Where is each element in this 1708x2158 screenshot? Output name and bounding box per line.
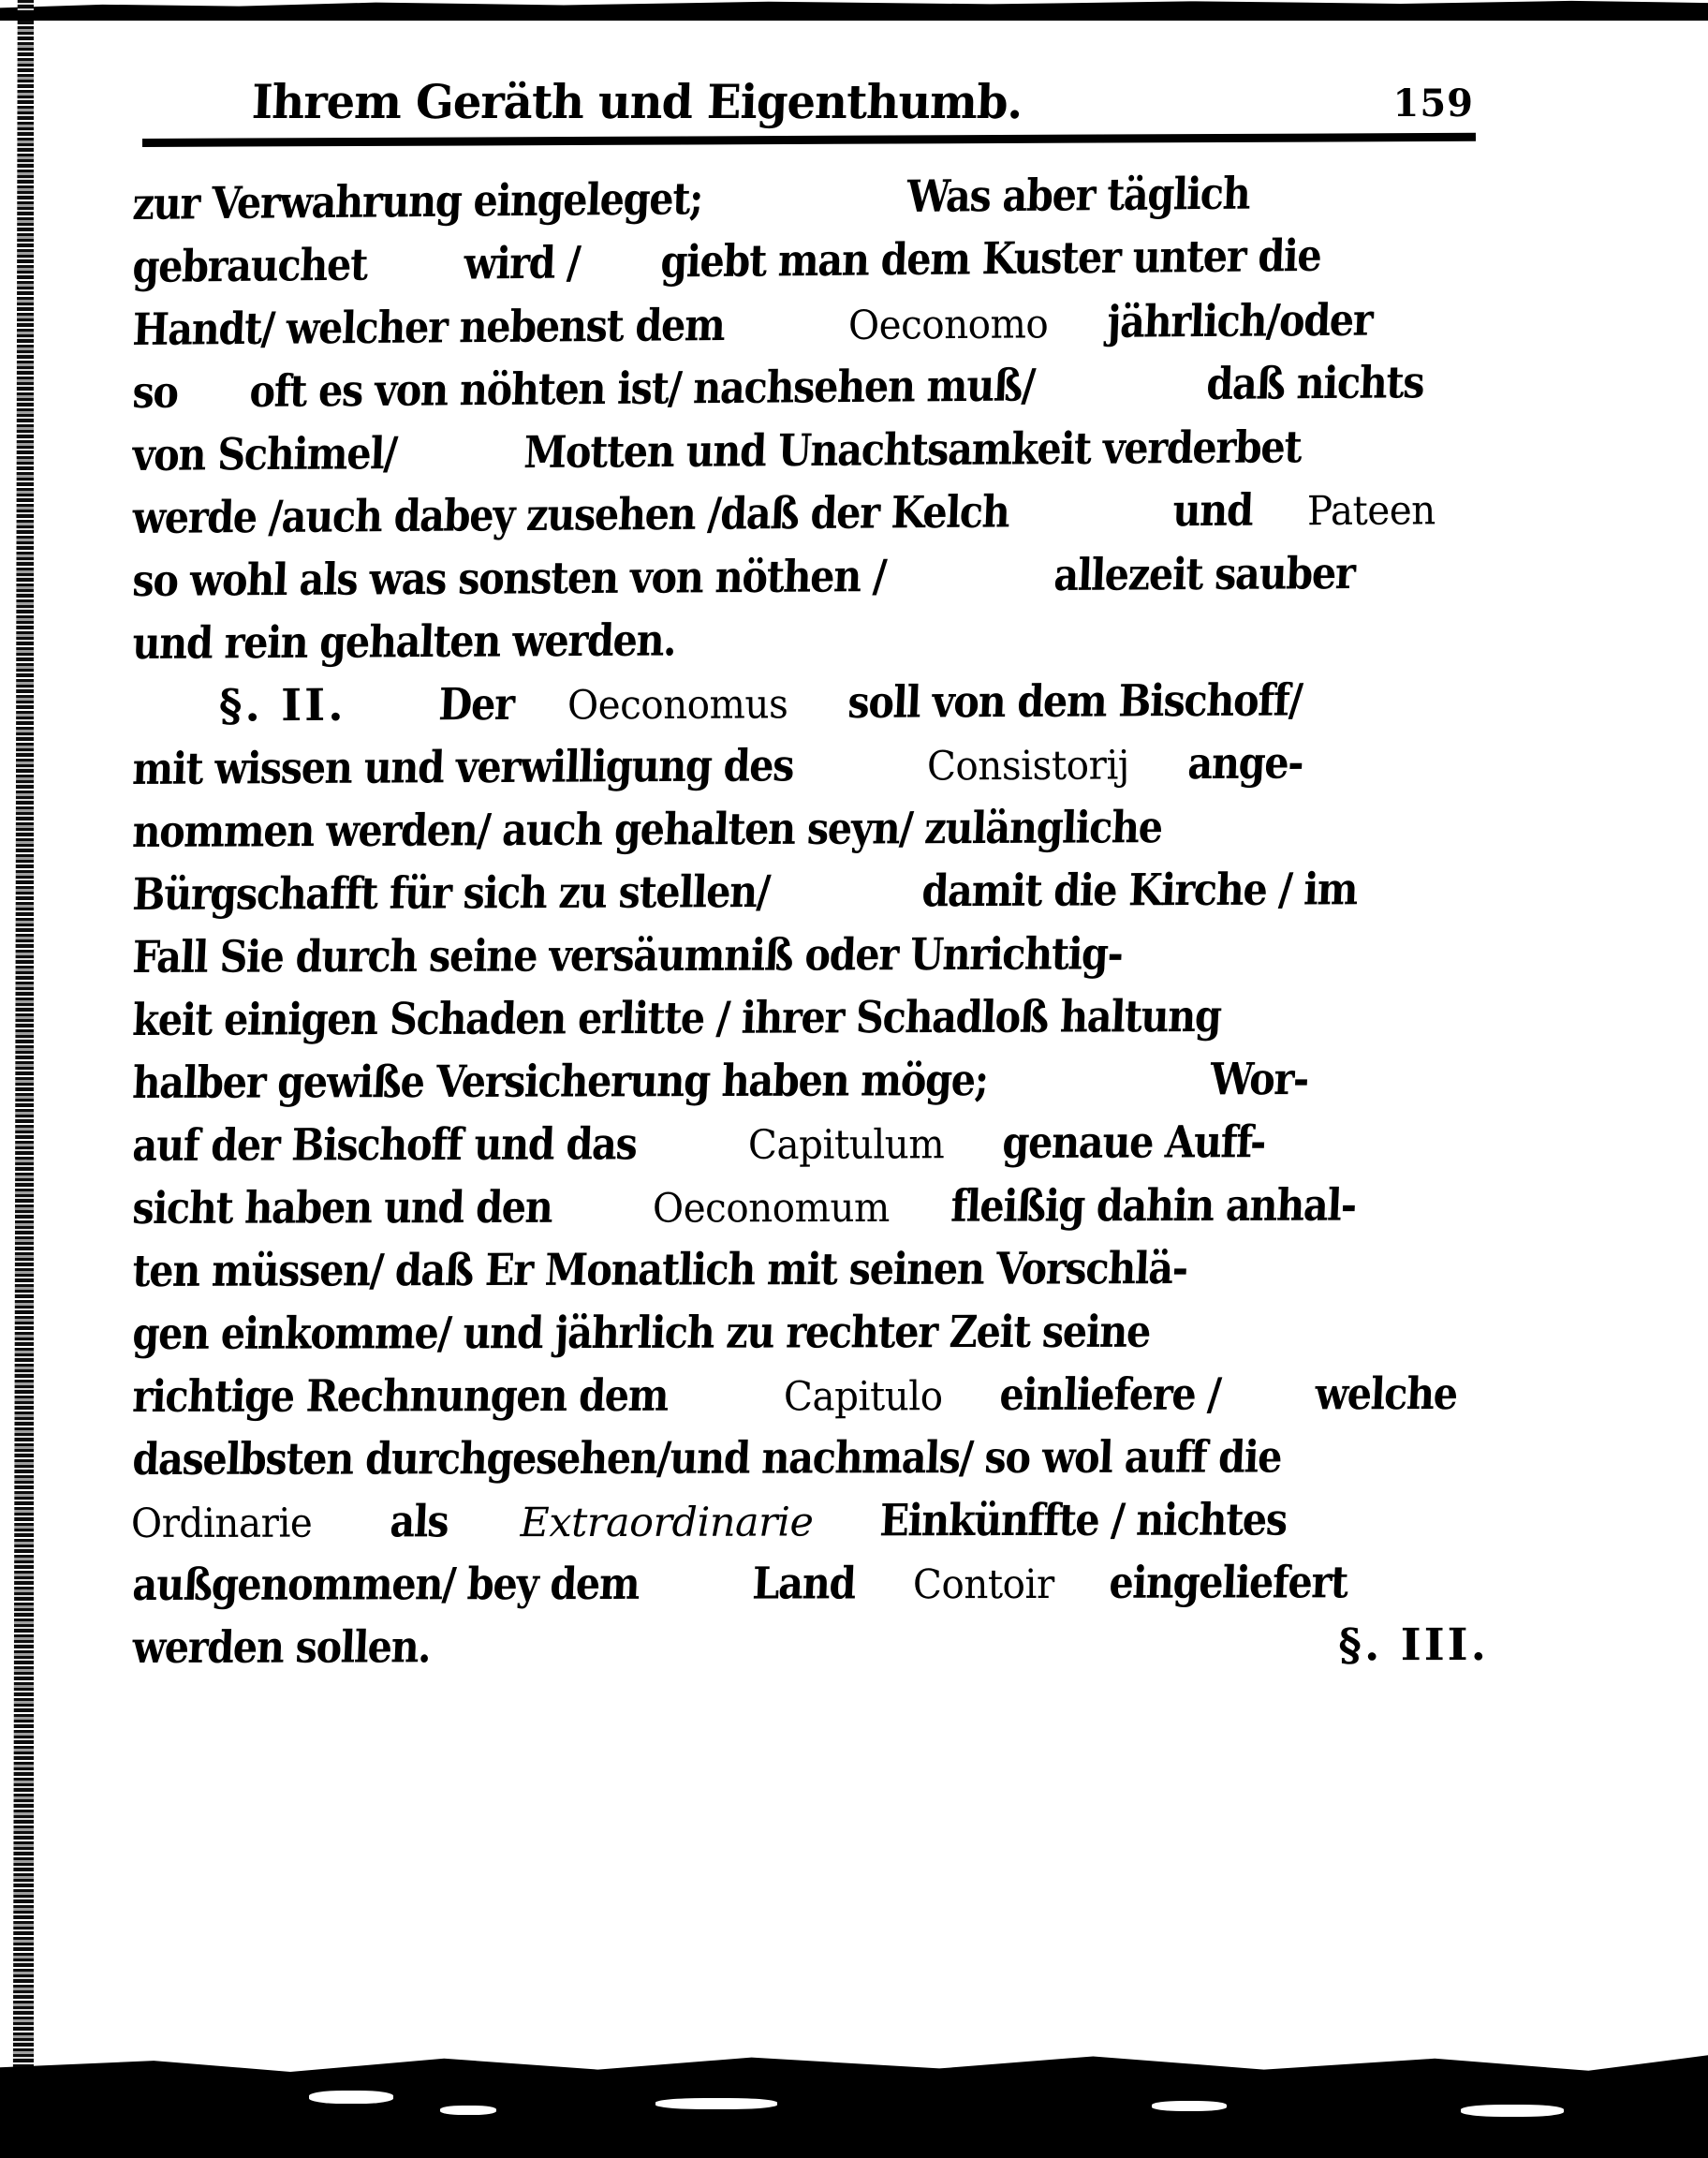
text-line: [131, 415, 1498, 487]
latin-word-oeconomus: Oeconomus: [567, 681, 788, 730]
scan-speck: [1461, 2105, 1564, 2117]
line-segment: ange-: [1186, 737, 1304, 791]
body-text: [130, 168, 1498, 1679]
text-line: [131, 858, 1498, 926]
line-segment: auf der Bischoff und das: [131, 1118, 638, 1172]
line-segment: richtige Rechnungen dem: [131, 1369, 670, 1423]
line-segment: und rein gehalten werden.: [131, 614, 677, 670]
line-segment: von Schimel/: [131, 428, 398, 481]
text-line: [131, 1551, 1498, 1617]
text-line: [131, 1426, 1498, 1491]
scan-edge-bottom: [0, 2047, 1708, 2158]
scan-edge-top: [0, 0, 1708, 21]
line-segment: genaue Auff-: [1001, 1116, 1267, 1170]
line-segment: damit die Kirche / im: [920, 864, 1359, 918]
line-segment: und: [1171, 484, 1255, 538]
line-segment: zur Verwahrung eingeleget;: [131, 173, 704, 230]
text-line: [131, 604, 1498, 675]
text-line: [131, 922, 1498, 989]
line-segment: Was aber täglich: [906, 168, 1251, 224]
line-segment: nommen werden/ auch gehalten seyn/ zulängliche: [131, 802, 1163, 858]
section-mark-2: §. II.: [218, 679, 346, 732]
line-segment: allezeit sauber: [1053, 548, 1356, 601]
line-segment: Einkünffte / nichtes: [878, 1494, 1288, 1547]
line-segment: außgenommen/ bey dem: [131, 1558, 640, 1611]
line-segment: so wohl als was sonsten von nöthen /: [131, 551, 887, 607]
latin-word-extraordinarie: Extraordinarie: [520, 1499, 814, 1547]
line-segment: jährlich/oder: [1106, 294, 1374, 348]
latin-word-capitulum: Capitulum: [748, 1121, 945, 1169]
scan-speck: [1152, 2101, 1227, 2111]
line-segment: halber gewiße Versicherung haben möge;: [131, 1055, 989, 1109]
running-title: Ihrem Geräth und Eigenthumb.: [251, 74, 1023, 129]
line-segment: werden sollen.: [131, 1621, 432, 1674]
line-segment: Bürgschafft für sich zu stellen/: [131, 866, 771, 921]
text-line: [131, 1110, 1498, 1177]
line-segment: eingeliefert: [1108, 1557, 1348, 1609]
page-number: 159: [1392, 81, 1474, 126]
line-segment: Handt/ welcher nebenst dem: [131, 300, 726, 356]
text-line: [131, 541, 1498, 613]
latin-word-contoir: Contoir: [912, 1560, 1054, 1609]
line-segment: Fall Sie durch seine versäumniß oder Unrichtig-: [131, 928, 1124, 983]
text-line: [131, 1047, 1498, 1115]
line-segment: keit einigen Schaden erlitte / ihrer Schadloß haltung: [131, 990, 1222, 1046]
text-line: [131, 1236, 1498, 1303]
line-segment: welche: [1314, 1368, 1459, 1421]
section-mark-3: §. III.: [1338, 1618, 1490, 1672]
line-segment: werde /auch dabey zusehen /daß der Kelch: [131, 486, 1010, 544]
line-segment: so: [131, 366, 179, 419]
text-line: [131, 984, 1498, 1052]
line-segment: wird /: [463, 237, 582, 290]
line-segment: sicht haben und den: [131, 1181, 553, 1234]
line-segment: daß nichts: [1205, 357, 1425, 410]
line-segment: einliefere /: [997, 1368, 1222, 1422]
line-segment: Motten und Unachtsamkeit verderbet: [523, 421, 1303, 480]
text-line-final: [131, 1614, 1498, 1679]
scan-edge-right: [0, 0, 34, 2151]
line-segment: Wor-: [1209, 1054, 1310, 1106]
latin-word-capitulo: Capitulo: [784, 1373, 944, 1421]
line-segment: soll von dem Bischoff/: [847, 674, 1303, 729]
line-segment: Der: [437, 678, 515, 732]
latin-word-ordinarie: Ordinarie: [130, 1500, 313, 1547]
latin-word-oeconomo: Oeconomo: [847, 301, 1049, 349]
latin-word-pateen: Pateen: [1306, 487, 1436, 536]
scan-speck: [309, 2091, 393, 2104]
line-segment: gen einkomme/ und jährlich zu rechter Zeit seine: [131, 1306, 1152, 1360]
line-segment: Land: [751, 1558, 857, 1610]
header-rule: [142, 133, 1476, 147]
line-segment: fleißig dahin anhal-: [949, 1179, 1357, 1233]
scan-speck: [440, 2106, 496, 2115]
text-line: [131, 223, 1499, 299]
text-line: [131, 478, 1498, 550]
line-segment: als: [389, 1496, 450, 1548]
text-line: [131, 1363, 1498, 1428]
text-line: [131, 795, 1498, 864]
line-segment: gebrauchet: [131, 239, 368, 293]
line-segment: mit wissen und verwilligung des: [131, 740, 795, 795]
latin-word-consistorij: Consistorij: [926, 742, 1129, 791]
scan-speck: [655, 2098, 777, 2109]
line-segment: oft es von nöhten ist/ nachsehen muß/: [248, 360, 1036, 419]
line-segment: giebt man dem Kuster unter die: [659, 229, 1322, 288]
latin-word-oeconomum: Oeconomum: [652, 1184, 890, 1233]
text-line: [131, 1300, 1498, 1366]
text-line-section-head: [131, 668, 1498, 738]
text-line: [131, 1488, 1498, 1554]
text-line: [131, 731, 1498, 801]
text-line: [131, 351, 1498, 424]
text-line: [131, 1174, 1498, 1240]
line-segment: ten müssen/ daß Er Monatlich mit seinen Vorschlä-: [131, 1243, 1188, 1297]
line-segment: daselbsten durchgesehen/und nachmals/ so wol auff die: [131, 1431, 1283, 1485]
text-line: [131, 288, 1498, 362]
page-header: [140, 54, 1480, 129]
